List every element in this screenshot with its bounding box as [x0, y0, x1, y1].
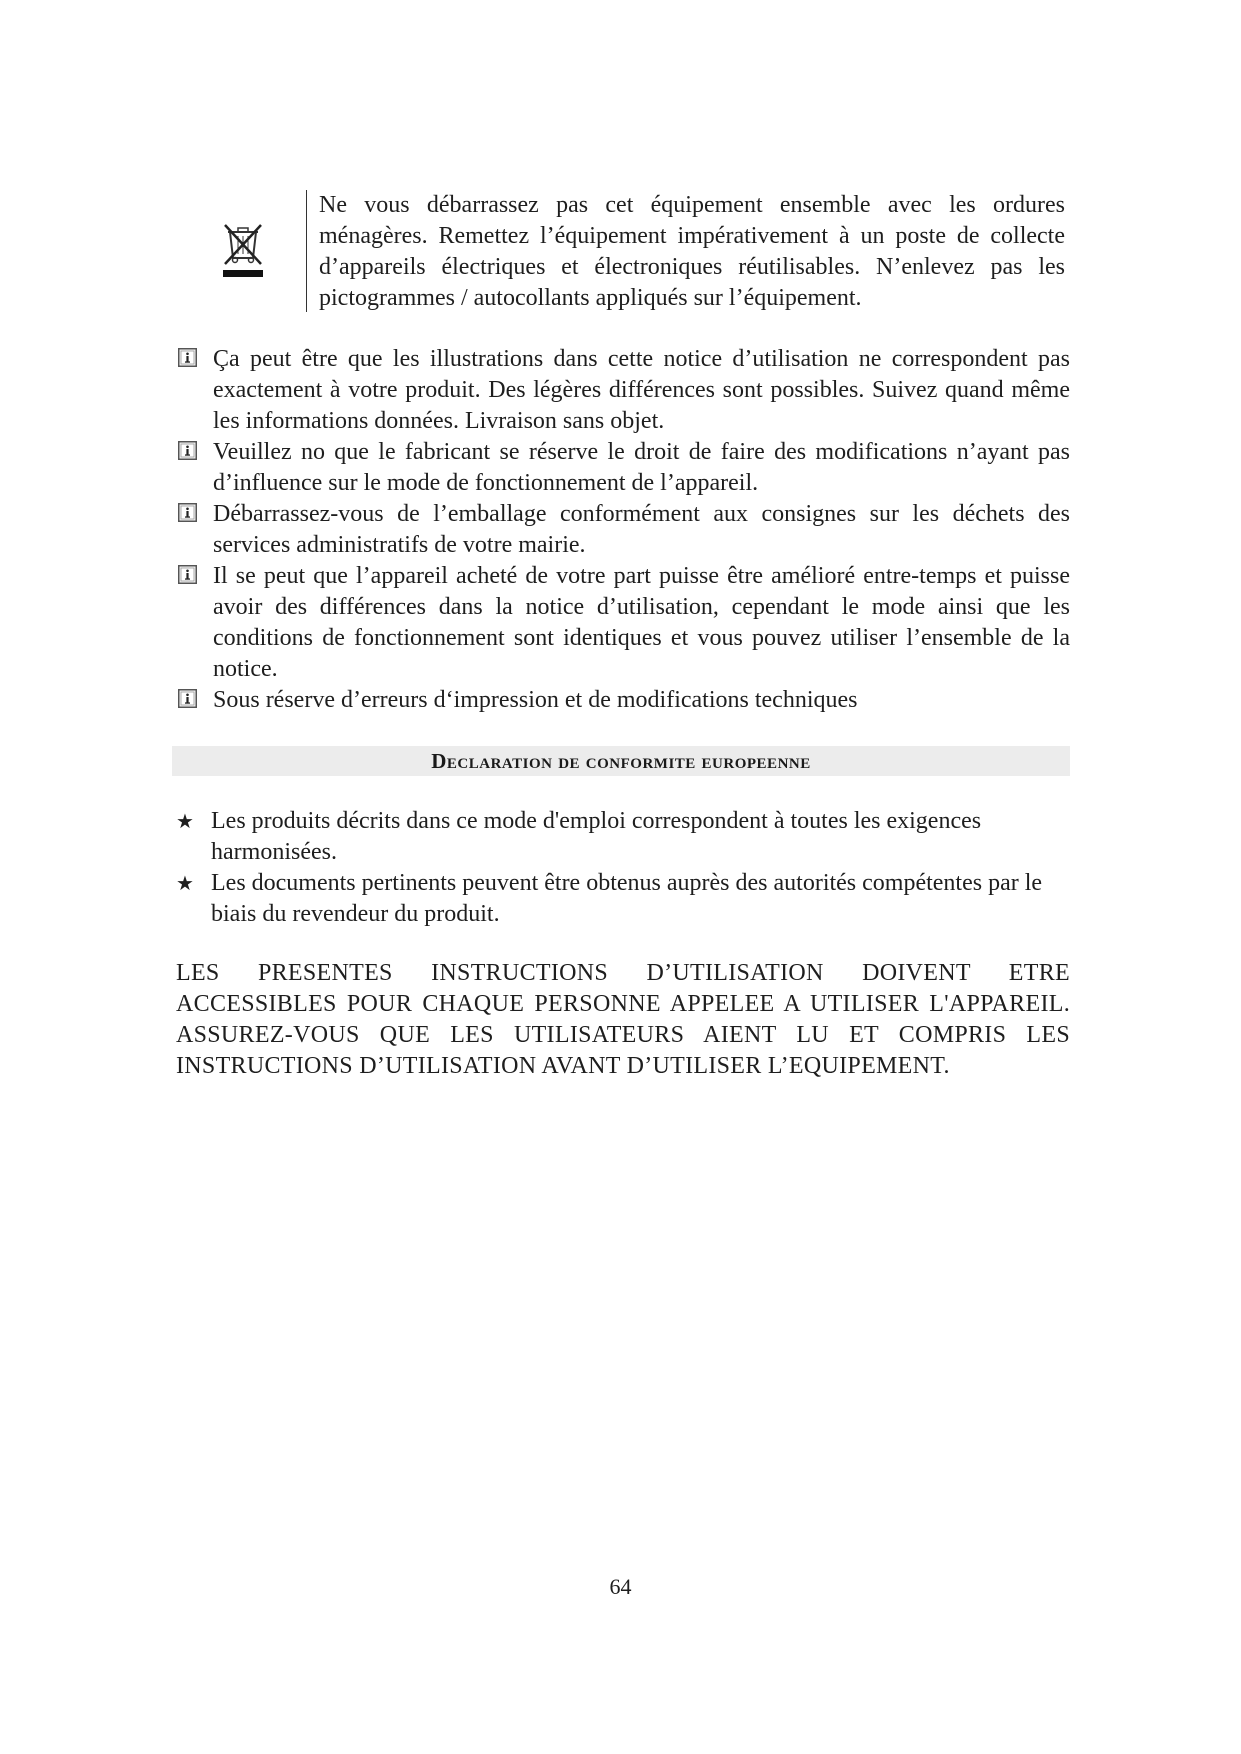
- declaration-list: [176, 806, 1070, 930]
- declaration-heading: Declaration de conformite europeenne: [172, 746, 1070, 776]
- info-icon: [178, 565, 197, 584]
- info-item-text: Il se peut que l’appareil acheté de votre part puisse être amélioré entre-temps et puisse avoir des différences dans la notice d’utilisation, cependant le mode ainsi que les conditions de fonctionnement sont identiques et vous pouvez utiliser l’ensemble de la notice.: [213, 563, 1070, 682]
- star-icon: ★: [176, 871, 194, 895]
- weee-notice: [216, 190, 1068, 318]
- info-item: [176, 499, 1070, 561]
- vertical-rule: [306, 190, 307, 312]
- star-icon: ★: [176, 809, 194, 833]
- info-icon: [178, 689, 197, 708]
- info-icon: [178, 441, 197, 460]
- info-item-text: Ça peut être que les illustrations dans cette notice d’utilisation ne correspondent pas exactement à votre produit. Des légères différences sont possibles. Suivez quand même les informations données. Livraison sans objet.: [213, 346, 1070, 434]
- info-item: [176, 685, 1070, 716]
- info-icon: [178, 348, 197, 367]
- info-item-text: Sous réserve d’erreurs d‘impression et de modifications techniques: [213, 687, 858, 713]
- info-item: [176, 561, 1070, 685]
- info-item-text: Débarrassez-vous de l’emballage conformément aux consignes sur les déchets des services administratifs de votre mairie.: [213, 501, 1070, 558]
- declaration-item-text: Les documents pertinents peuvent être obtenus auprès des autorités compétentes par le biais du revendeur du produit.: [211, 870, 1043, 927]
- crossed-out-wheelie-bin-icon: [220, 220, 266, 278]
- info-icon: [178, 503, 197, 522]
- info-item: [176, 344, 1070, 437]
- declaration-item-text: Les produits décrits dans ce mode d'emploi correspondent à toutes les exigences harmonisées.: [211, 808, 982, 865]
- declaration-item: [176, 868, 1070, 930]
- info-list: [176, 344, 1070, 716]
- page-number: 64: [609, 1574, 632, 1599]
- weee-notice-text: Ne vous débarrassez pas cet équipement ensemble avec les ordures ménagères. Remettez l’équipement impérativement à un poste de collecte d’appareils électriques et électroniques réutilisables. N’enlevez pas les pictogrammes / autocollants appliqués sur l’équipement.: [319, 192, 1065, 311]
- instructions-notice: LES PRESENTES INSTRUCTIONS D’UTILISATION DOIVENT ETRE ACCESSIBLES POUR CHAQUE PERSONNE APPELEE A UTILISER L'APPAREIL. ASSUREZ-VOUS QUE LES UTILISATEURS AIENT LU ET COMPRIS LES INSTRUCTIONS D’UTILISATION AVANT D’UTILISER L’EQUIPEMENT.: [176, 960, 1070, 1079]
- declaration-item: [176, 806, 1070, 868]
- info-item-text: Veuillez no que le fabricant se réserve le droit de faire des modifications n’ayant pas d’influence sur le mode de fonctionnement de l’appareil.: [213, 439, 1070, 496]
- info-item: [176, 437, 1070, 499]
